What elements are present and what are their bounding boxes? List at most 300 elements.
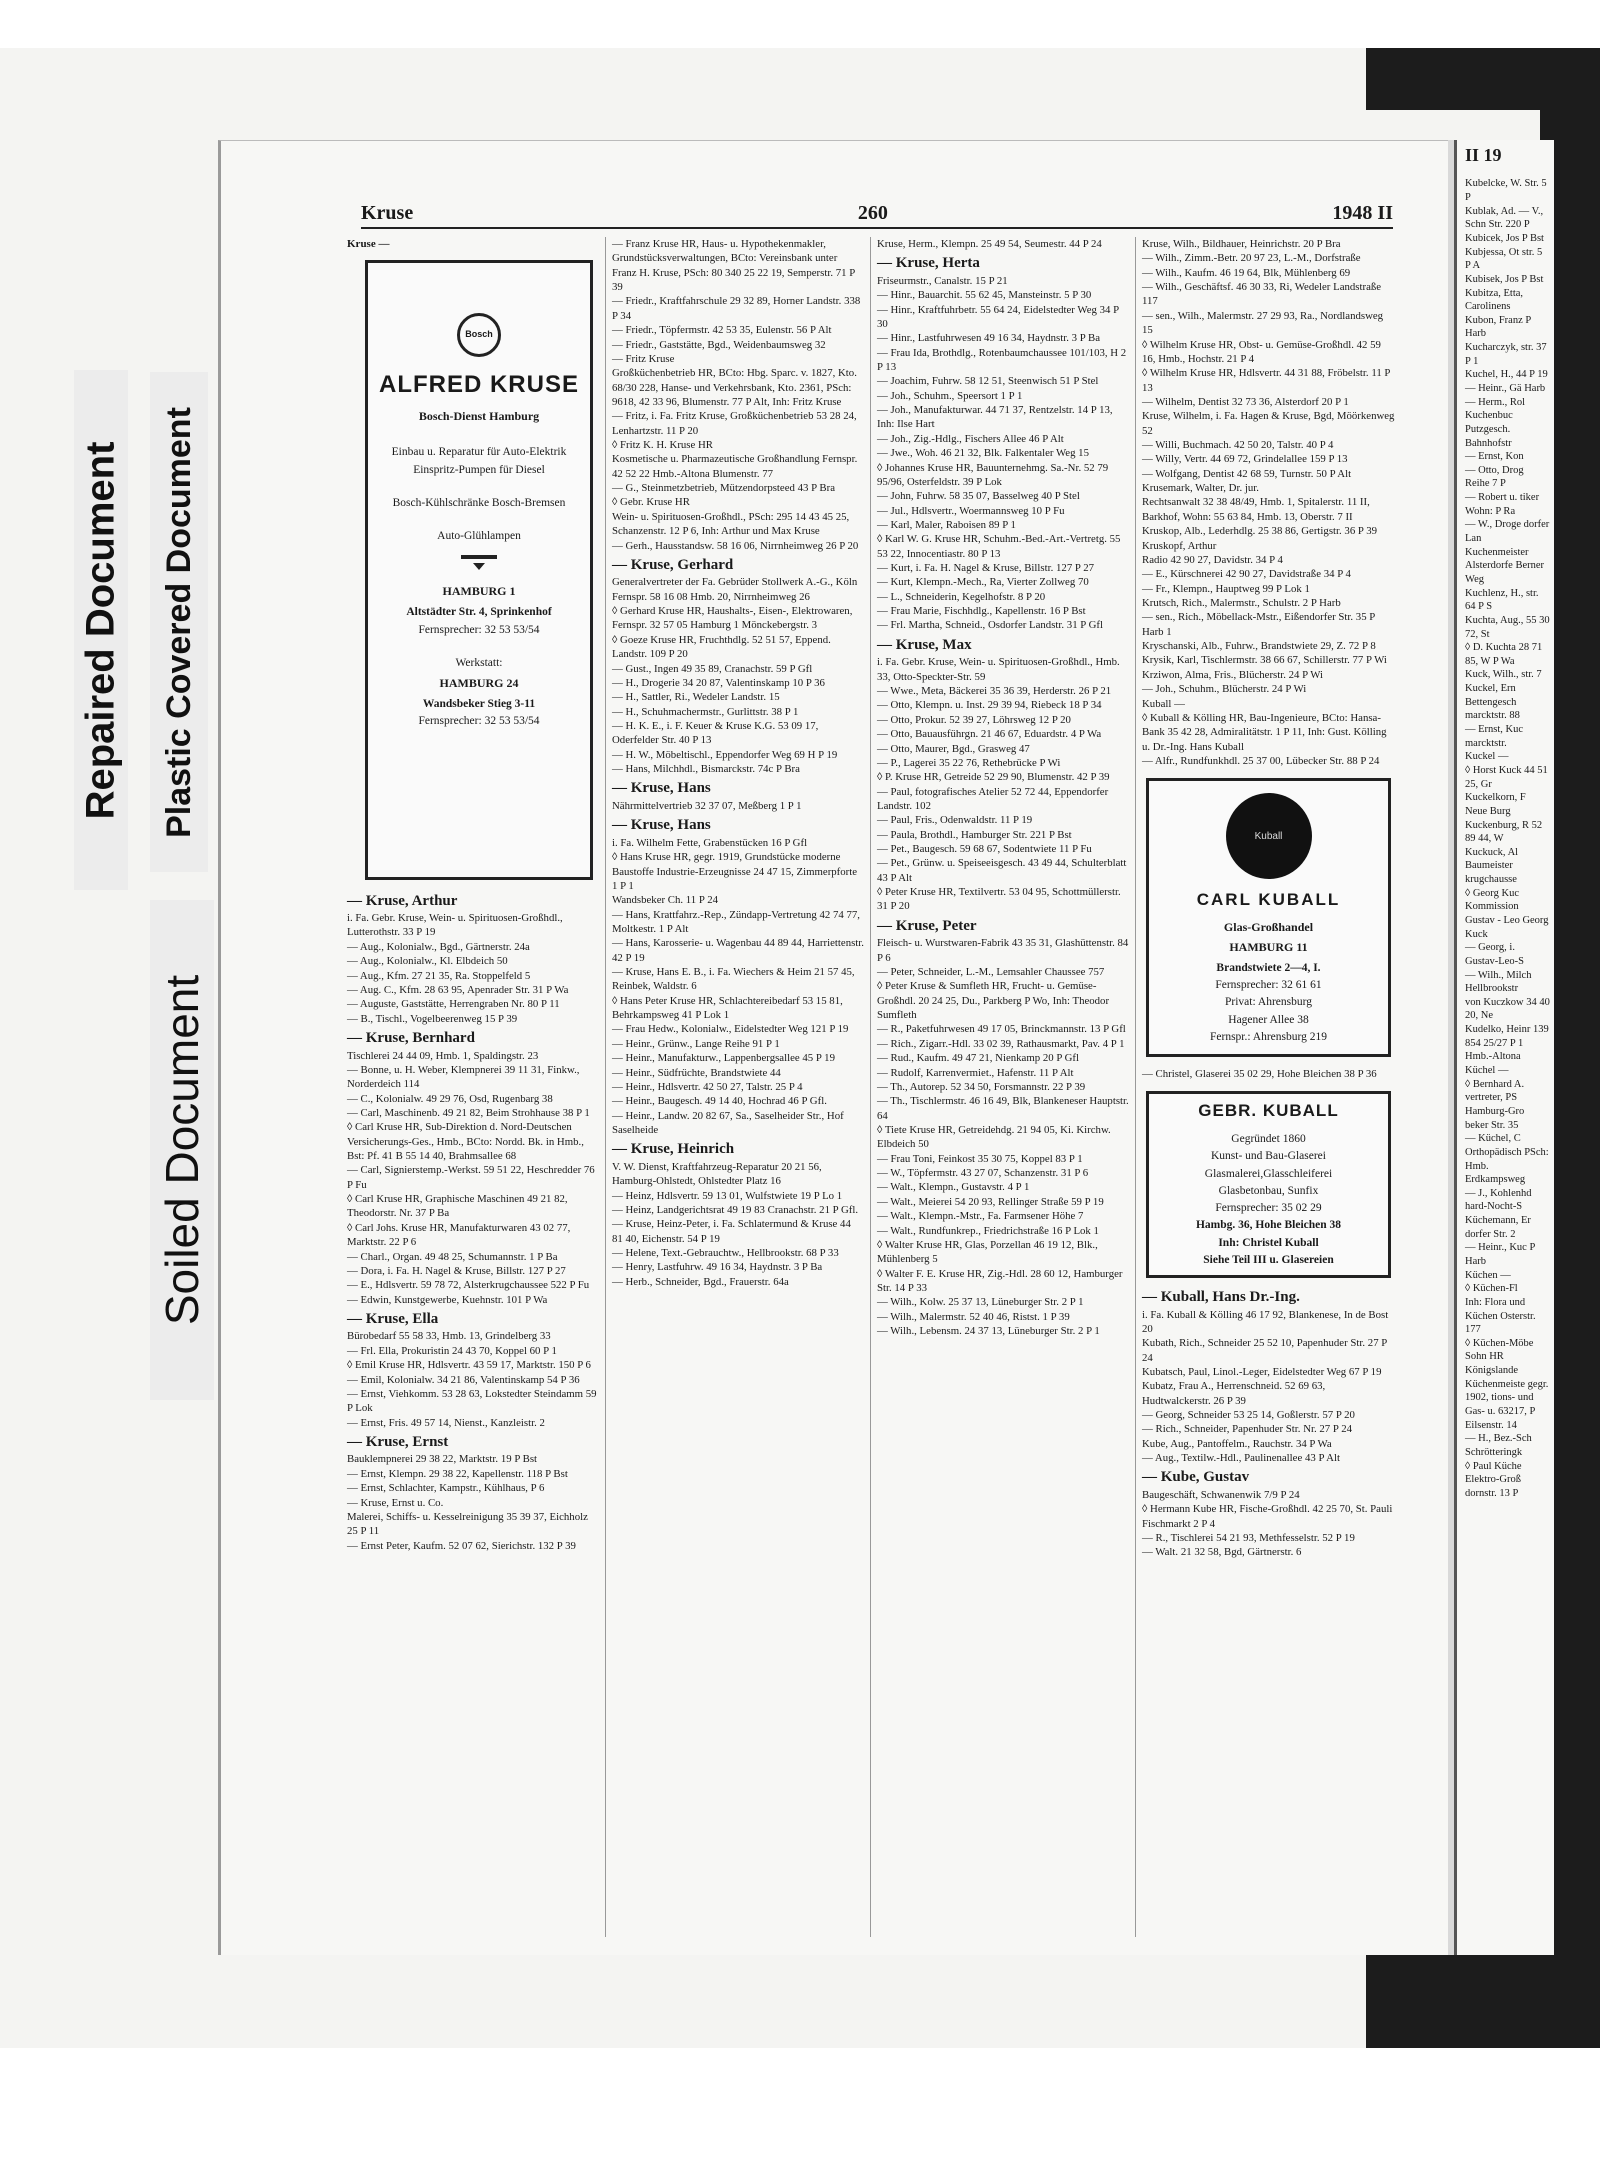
- column-1: [341, 237, 606, 1937]
- directory-entry: Küchen —: [1465, 1269, 1511, 1281]
- directory-entry: Kuckel, Ern: [1465, 683, 1516, 695]
- directory-entry: — Wilh., Geschäftsf. 46 30 33, Ri, Wedeler Landstraße 117: [1142, 281, 1382, 308]
- directory-entry: ◊ Hans Kruse HR, gegr. 1919, Grundstücke moderne Baustoffe Industrie-Erzeugnisse 24 47 15, Zimmerpforte 1 P 1: [612, 851, 858, 892]
- directory-entry: Kudelko, Heinr 139 854 25/27 P 1 Hmb.-Altona: [1465, 1024, 1549, 1063]
- entry-heading: — Kruse, Heinrich: [612, 1141, 735, 1158]
- directory-entry: — Christel, Glaserei 35 02 29, Hohe Bleichen 38 P 36: [1142, 1068, 1377, 1081]
- directory-entry: — Heinr., Südfrüchte, Brandstwiete 44: [612, 1066, 781, 1079]
- directory-entry: — Pet., Grünw. u. Speiseeisgesch. 43 49 44, Schulterblatt 43 P Alt: [877, 857, 1127, 884]
- directory-entry: Kubatsch, Paul, Linol.-Leger, Eidelstedter Weg 67 P 19: [1142, 1365, 1382, 1378]
- directory-entry: — sen., Wilh., Malermstr. 27 29 93, Ra., Nordlandsweg 15: [1142, 309, 1384, 337]
- directory-entry: — Hans, Karosserie- u. Wagenbau 44 89 44, Harriettenstr. 42 P 19: [612, 937, 864, 964]
- ad-products: Bosch-Kühlschränke Bosch-Bremsen: [392, 496, 566, 509]
- directory-entry: — Otto, Klempn. u. Inst. 29 39 94, Riebeck 18 P 34: [877, 699, 1102, 712]
- directory-entry: — Hinr., Lastfuhrwesen 49 16 34, Haydnstr. 3 P Ba: [877, 332, 1101, 345]
- ad-carl-kuball: [1146, 778, 1391, 1057]
- directory-entry: — Franz Kruse HR, Haus- u. Hypothekenmakler, Grundstücksverwaltungen, BCto: Vereinsbank unter Franz H. Kruse, PSch: 80 340 25 22 19, Semperstr. 71 P 39: [612, 238, 855, 294]
- directory-entry: — Wolfgang, Dentist 42 68 59, Turnstr. 50 P Alt: [1142, 467, 1352, 480]
- directory-entry: — Heinr., Manufakturw., Lappenbergsallee 45 P 19: [612, 1052, 835, 1065]
- directory-entry: Krziwon, Alma, Fris., Blücherstr. 24 P Wi: [1142, 668, 1324, 681]
- directory-entry: — Willi, Buchmach. 42 50 20, Talstr. 40 P 4: [1142, 439, 1334, 452]
- directory-entry: ◊ Wilhelm Kruse HR, Hdlsvertr. 44 31 88, Fröbelstr. 11 P 13: [1142, 367, 1391, 394]
- gebr-kuball-line-3: Glasmalerei,Glasschleiferei: [1204, 1167, 1333, 1180]
- directory-entry: ◊ Hermann Kube HR, Fische-Großhdl. 42 25 70, St. Pauli Fischmarkt 2 P 4: [1142, 1503, 1393, 1530]
- gebr-kuball-line-4: Glasbetonbau, Sunfix: [1218, 1184, 1319, 1197]
- gebr-kuball-line-2: Kunst- und Bau-Glaserei: [1211, 1150, 1326, 1163]
- kuball-line-1: HAMBURG 11: [1229, 939, 1308, 954]
- directory-entry: — Aug., Textilw.-Hdl., Paulinenallee 43 P Alt: [1142, 1452, 1340, 1465]
- directory-entry: — H. W., Möbeltischl., Eppendorfer Weg 69 H P 19: [612, 748, 838, 761]
- kuball-line-5: Hagener Allee 38: [1228, 1013, 1309, 1026]
- directory-entry: — Ernst, Kuc marcktstr.: [1465, 724, 1524, 749]
- directory-entry: ◊ Wilhelm Kruse HR, Obst- u. Gemüse-Großhdl. 42 59 16, Hmb., Hochstr. 21 P 4: [1142, 338, 1381, 365]
- directory-entry: Baugeschäft, Schwanenwik 7/9 P 24: [1142, 1488, 1300, 1501]
- directory-entry: ◊ D. Kuchta 28 71 85, W P Wa: [1465, 642, 1543, 667]
- directory-entry: — Rich., Zigarr.-Hdl. 33 02 39, Rathausmarkt, Pav. 4 P 1: [877, 1037, 1125, 1050]
- directory-entry: ◊ Walter F. E. Kruse HR, Zig.-Hdl. 28 60 12, Hamburger Str. 14 P 33: [877, 1267, 1123, 1294]
- directory-entry: Krusemark, Walter, Dr. jur.: [1142, 482, 1259, 495]
- directory-entry: — Edwin, Kunstgewerbe, Kuehnstr. 101 P Wa: [347, 1293, 548, 1306]
- label-soiled-document: [150, 900, 214, 1400]
- directory-entry: ◊ Carl Kruse HR, Graphische Maschinen 49 21 82, Theodorstr. Nr. 37 P Ba: [347, 1193, 568, 1220]
- directory-entry: Generalvertreter der Fa. Gebrüder Stollwerk A.-G., Köln Fernspr. 58 16 08 Hmb. 20, Nirrnheimweg 26: [612, 576, 858, 603]
- directory-entry: Kuball —: [1142, 697, 1185, 710]
- directory-entry: — Ernst, Kon: [1465, 451, 1524, 463]
- directory-entry: — Otto, Maurer, Bgd., Grasweg 47: [877, 742, 1030, 755]
- directory-entry: — Aug., Kfm. 27 21 35, Ra. Stoppelfeld 5: [347, 969, 531, 982]
- directory-entry: — Heinr., Kuc P Harb: [1465, 1242, 1535, 1267]
- directory-entry: i. Fa. Kuball & Kölling 46 17 92, Blankenese, In de Bost 20: [1142, 1308, 1389, 1335]
- directory-entry: ◊ Paul Küche Elektro-Groß dornstr. 13 P: [1465, 1460, 1522, 1499]
- directory-entry: — Rud., Kaufm. 49 47 21, Nienkamp 20 P Gfl: [877, 1052, 1080, 1065]
- directory-entry: ◊ Peter Kruse HR, Textilvertr. 53 04 95, Schottmüllerstr. 31 P 20: [877, 886, 1121, 913]
- directory-entry: — Karl, Maler, Raboisen 89 P 1: [877, 518, 1016, 531]
- ad-divider: [461, 555, 497, 559]
- scan-edge-top: [1366, 48, 1600, 110]
- directory-entry: — Pet., Baugesch. 59 68 67, Sodentwiete 11 P Fu: [877, 843, 1092, 856]
- directory-entry: Nährmittelvertrieb 32 37 07, Meßberg 1 P 1: [612, 799, 802, 812]
- entry-heading: — Kruse, Ernst: [347, 1433, 449, 1450]
- directory-entry: — Heinr., Hdlsvertr. 42 50 27, Talstr. 25 P 4: [612, 1080, 803, 1093]
- directory-entry: — J., Kohlenhd hard-Nocht-S: [1465, 1187, 1532, 1213]
- column-3-entries: [877, 237, 1129, 1338]
- directory-entry: Orthopädisch PSch: Hmb. Erdkampsweg: [1465, 1146, 1549, 1186]
- ad-title: ALFRED KRUSE: [378, 370, 579, 398]
- column-4-entries-middle: [1142, 1067, 1395, 1081]
- directory-entry: — Heinz, Landgerichtsrat 49 19 83 Cranachstr. 21 P Gfl.: [612, 1203, 859, 1216]
- label-plastic-text: Plastic Covered Document: [159, 406, 198, 838]
- directory-entry: — C., Kolonialw. 49 29 76, Osd, Rugenbarg 38: [347, 1092, 553, 1105]
- directory-entry: ◊ Gerhard Kruse HR, Haushalts-, Eisen-, Elektrowaren, Fernspr. 32 57 05 Hamburg 1 Mönckebergstr. 3: [612, 605, 853, 632]
- directory-entry: — W., Töpfermstr. 43 27 07, Schanzenstr. 31 P 6: [877, 1167, 1089, 1180]
- kuball-line-2: Brandstwiete 2—4, I.: [1216, 961, 1321, 974]
- directory-entry: — Wwe., Meta, Bäckerei 35 36 39, Herderstr. 26 P 21: [877, 685, 1112, 698]
- directory-entry: Kubath, Rich., Schneider 25 52 10, Papenhuder Str. 27 P 24: [1142, 1337, 1387, 1364]
- label-repaired-text: Repaired Document: [78, 441, 123, 819]
- ad-subtitle: Bosch-Dienst Hamburg: [418, 408, 540, 423]
- running-head-right: 1948 II: [1332, 202, 1393, 224]
- directory-entry: — Frau Ida, Brothdlg., Rotenbaumchaussee 101/103, H 2 P 13: [877, 346, 1127, 374]
- directory-entry: — R., Tischlerei 54 21 93, Methfesselstr. 52 P 19: [1142, 1532, 1355, 1545]
- directory-entry: Kuck, Wilh., str. 7: [1465, 669, 1542, 681]
- next-page-fragment: [1454, 140, 1554, 1955]
- directory-entry: Kubjessa, Ot str. 5 P A: [1465, 246, 1543, 272]
- running-head-left: Kruse: [361, 202, 414, 224]
- columns: [341, 237, 1401, 1937]
- gebr-kuball-line-5: Fernsprecher: 35 02 29: [1215, 1202, 1322, 1215]
- directory-entry: — Wilh., Kaufm. 46 19 64, Blk, Mühlenberg 69: [1142, 266, 1351, 279]
- directory-entry: — Rich., Schneider, Papenhuder Str. Nr. 27 P 24: [1142, 1423, 1352, 1436]
- directory-entry: Inh: Flora und Küchen Osterstr. 177: [1465, 1296, 1536, 1336]
- directory-entry: ◊ Peter Kruse & Sumfleth HR, Frucht- u. Gemüse-Großhdl. 20 24 25, Du., Parkberg P Wo, Inh: Theodor Sumfleth: [877, 980, 1110, 1022]
- directory-entry: ◊ Gebr. Kruse HR: [612, 496, 690, 509]
- next-page-head: II 19: [1465, 145, 1502, 165]
- directory-entry: — E., Hdlsvertr. 59 78 72, Alsterkrugchaussee 522 P Fu: [347, 1279, 590, 1292]
- directory-entry: Kruskopf, Arthur: [1142, 539, 1217, 552]
- directory-entry: ◊ Tiete Kruse HR, Getreidehdg. 21 94 05, Ki. Kirchw. Elbdeich 50: [877, 1123, 1111, 1151]
- directory-entry: — Th., Tischlermstr. 46 16 49, Blk, Blankeneser Hauptstr. 64: [877, 1095, 1129, 1122]
- directory-entry: — Hans, Krattfahrz.-Rep., Zündapp-Vertretung 42 74 77, Moltkestr. 1 P Alt: [612, 908, 860, 935]
- directory-entry: — P., Lagerei 35 22 76, Rethebrücke P Wi: [877, 756, 1061, 769]
- directory-entry: ◊ Kuball & Kölling HR, Bau-Ingenieure, BCto: Hansa-Bank 35 42 28, Admiralitätstr. 1 P 11, Inh: Gust. Kölling u. Dr.-Ing. Hans Kuball: [1142, 711, 1387, 753]
- directory-entry: Kubisek, Jos P Bst: [1465, 273, 1544, 285]
- gebr-kuball-line-6: Hambg. 36, Hohe Bleichen 38: [1195, 1219, 1342, 1232]
- directory-entry: — John, Fuhrw. 58 35 07, Basselweg 40 P Stel: [877, 490, 1080, 503]
- directory-entry: — Joh., Zig.-Hdlg., Fischers Allee 46 P Alt: [877, 432, 1064, 445]
- directory-entry: — Carl, Maschinenb. 49 21 82, Beim Strohhause 38 P 1: [347, 1106, 590, 1119]
- kuball-logo-text: Kuball: [1254, 830, 1283, 842]
- directory-entry: Krysik, Karl, Tischlermstr. 38 66 67, Schillerstr. 77 P Wi: [1142, 654, 1387, 667]
- entry-heading: — Kruse, Hans: [612, 817, 711, 834]
- directory-entry: — Otto, Bauausführgn. 21 46 67, Eduardstr. 4 P Wa: [877, 728, 1102, 741]
- directory-entry: — Walt., Klempn.-Mstr., Fa. Farmsener Höhe 7: [877, 1210, 1084, 1223]
- directory-entry: — Rudolf, Karrenvermiet., Hafenstr. 11 P Alt: [877, 1066, 1074, 1079]
- directory-entry: Küchenmeiste gegr. 1902, tions- und Gas- u. 63217, P Eilsenstr. 14: [1465, 1378, 1549, 1431]
- directory-entry: Bürobedarf 55 58 33, Hmb. 13, Grindelberg 33: [347, 1330, 551, 1343]
- directory-entry: Kommission Gustav - Leo Georg Kuck: [1465, 901, 1549, 940]
- directory-entry: Kuchta, Aug., 55 30 72, St: [1465, 614, 1550, 640]
- directory-entry: — Wilh., Milch Hellbrookstr: [1465, 969, 1532, 995]
- ad-lamps: Auto-Glühlampen: [437, 530, 521, 543]
- directory-entry: Kubon, Franz P Harb: [1465, 314, 1531, 340]
- directory-entry: — Alfr., Rundfunkhdl. 25 37 00, Lübecker Str. 88 P 24: [1142, 754, 1380, 767]
- directory-entry: — G., Steinmetzbetrieb, Mützendorpsteed 43 P Bra: [612, 482, 835, 495]
- directory-entry: — Joh., Schuhm., Speersort 1 P 1: [877, 389, 1023, 402]
- directory-entry: — Walt., Rundfunkrep., Friedrichstraße 16 P Lok 1: [877, 1224, 1099, 1237]
- directory-entry: Kuckenburg, R 52 89 44, W: [1465, 819, 1543, 845]
- directory-entry: — Herb., Schneider, Bgd., Frauerstr. 64a: [612, 1275, 789, 1288]
- entry-heading: — Kruse, Arthur: [347, 892, 458, 909]
- directory-entry: — Kurt, Klempn.-Mech., Ra, Vierter Zollweg 70: [877, 576, 1089, 589]
- directory-entry: — Henry, Lastfuhrw. 49 16 34, Haydnstr. 3 P Ba: [612, 1261, 823, 1274]
- directory-entry: ◊ Hans Peter Kruse HR, Schlachtereibedarf 53 15 81, Behrkampsweg 41 P Lok 1: [612, 994, 843, 1022]
- entry-heading: — Kruse, Herta: [877, 255, 980, 272]
- directory-entry: — Kruse, Ernst u. Co.: [347, 1496, 444, 1509]
- directory-entry: — Ernst Peter, Kaufm. 52 07 62, Sierichstr. 132 P 39: [347, 1539, 576, 1552]
- kuball-line-4: Privat: Ahrensburg: [1225, 996, 1312, 1009]
- directory-entry: V. W. Dienst, Kraftfahrzeug-Reparatur 20 21 56, Hamburg-Ohlstedt, Ohlstedter Platz 16: [612, 1160, 822, 1188]
- column-3: [871, 237, 1136, 1937]
- scan-edge-bottom: [1366, 1940, 1600, 2048]
- entry-heading: — Kruse, Ella: [347, 1310, 439, 1327]
- directory-entry: Baumeister krugchausse: [1465, 860, 1517, 886]
- directory-entry: — Wilhelm, Dentist 32 73 36, Alsterdorf 20 P 1: [1142, 395, 1349, 408]
- directory-entry: — Carl, Signierstemp.-Werkst. 59 51 22, Heschredder 76 P Fu: [347, 1164, 595, 1191]
- column-1-label: Kruse —: [347, 238, 390, 250]
- directory-entry: Malerei, Schiffs- u. Kesselreinigung 35 39 37, Eichholz 25 P 11: [347, 1510, 588, 1538]
- directory-entry: — Walt., Meierei 54 20 93, Rellinger Straße 59 P 19: [877, 1195, 1104, 1208]
- directory-entry: ◊ Carl Kruse HR, Sub-Direktion d. Nord-Deutschen Versicherungs-Ges., Hmb., BCto: Nordd. Bk. in Hmb., Bst: Pf. 41 B 55 14 40, Brahmsallee 68: [347, 1121, 584, 1163]
- directory-entry: — Dora, i. Fa. H. Nagel & Kruse, Billstr. 127 P 27: [347, 1264, 566, 1277]
- directory-entry: — Kruse, Heinz-Peter, i. Fa. Schlatermund & Kruse 44 81 40, Eichenstr. 54 P 19: [612, 1218, 851, 1245]
- directory-entry: — E., Kürschnerei 42 90 27, Davidstraße 34 P 4: [1142, 568, 1351, 581]
- directory-entry: ◊ Horst Kuck 44 51 25, Gr: [1465, 764, 1548, 790]
- directory-entry: — H. K. E., i. F. Keuer & Kruse K.G. 53 09 17, Oderfelder Str. 40 P 13: [612, 720, 819, 747]
- gebr-kuball-title: GEBR. KUBALL: [1198, 1101, 1339, 1121]
- directory-entry: — Aug., Kolonialw., Kl. Elbdeich 50: [347, 955, 508, 968]
- directory-entry: — Robert u. tiker Wohn: P Ra: [1465, 492, 1540, 517]
- gebr-kuball-line-8: Siehe Teil III u. Glasereien: [1203, 1253, 1334, 1266]
- directory-entry: — Auguste, Gaststätte, Herrengraben Nr. 80 P 11: [347, 998, 560, 1011]
- directory-entry: Fleisch- u. Wurstwaren-Fabrik 43 35 31, Glashüttenstr. 84 P 6: [877, 937, 1129, 964]
- label-plastic-covered-document: [150, 372, 208, 872]
- directory-entry: — W., Droge dorfer Lan: [1465, 519, 1550, 545]
- directory-entry: — Küchel, C: [1465, 1133, 1521, 1145]
- directory-entry: ◊ Carl Johs. Kruse HR, Manufakturwaren 43 02 77, Marktstr. 22 P 6: [347, 1221, 571, 1249]
- directory-entry: — Walt. 21 32 58, Bgd, Gärtnerstr. 6: [1142, 1546, 1302, 1559]
- directory-entry: — H., Bez.-Sch Schrötteringk: [1465, 1433, 1532, 1458]
- directory-entry: Kruskop, Alb., Lederhdlg. 25 38 86, Gertigstr. 36 P 39: [1142, 525, 1378, 538]
- directory-entry: — Georg, i. Gustav-Leo-S: [1465, 942, 1524, 967]
- directory-entry: — H., Schuhmachermstr., Gurlittstr. 38 P 1: [612, 705, 799, 718]
- label-soiled-text: Soiled Document: [156, 974, 208, 1326]
- directory-entry: Kryschanski, Alb., Fuhrw., Brandstwiete 29, Z. 72 P 8: [1142, 640, 1376, 653]
- directory-entry: — Helene, Text.-Gebrauchtw., Hellbrookstr. 68 P 33: [612, 1247, 839, 1259]
- ad-address-3: HAMBURG 24: [439, 676, 519, 691]
- ad-alfred-kruse: [365, 260, 593, 880]
- directory-entry: — Frau Hedw., Kolonialw., Eidelstedter Weg 121 P 19: [612, 1023, 849, 1036]
- directory-entry: — Gerh., Hausstandsw. 58 16 06, Nirrnheimweg 26 P 20: [612, 539, 859, 552]
- kuball-line-6: Fernspr.: Ahrensburg 219: [1209, 1030, 1328, 1043]
- directory-entry: — Wilh., Lebensm. 24 37 13, Lüneburger Str. 2 P 1: [877, 1325, 1100, 1338]
- directory-entry: — Friedr., Töpfermstr. 42 53 35, Eulenstr. 56 P Alt: [612, 324, 832, 337]
- entry-heading: — Kruse, Peter: [877, 917, 977, 934]
- directory-entry: — Joh., Manufakturwar. 44 71 37, Rentzelstr. 14 P 13, Inh: Ilse Hart: [877, 404, 1113, 431]
- directory-entry: — Ernst, Klempn. 29 38 22, Kapellenstr. 118 P Bst: [347, 1467, 568, 1480]
- directory-entry: — Heinr., Baugesch. 49 14 40, Hochrad 46 P Gfl.: [612, 1095, 827, 1108]
- directory-entry: — Otto, Drog Reihe 7 P: [1465, 464, 1524, 490]
- entry-heading: — Kube, Gustav: [1142, 1469, 1250, 1486]
- column-2: [606, 237, 871, 1937]
- running-head: [361, 201, 1393, 229]
- entry-heading: — Kruse, Gerhard: [612, 556, 734, 573]
- column-1-entries: [347, 892, 599, 1553]
- directory-entry: — Kruse, Hans E. B., i. Fa. Wiechers & Heim 21 57 45, Reinbek, Waldstr. 6: [612, 966, 855, 993]
- ad-address-1: HAMBURG 1: [442, 584, 516, 599]
- directory-entry: — Paul, fotografisches Atelier 52 72 44, Eppendorfer Landstr. 102: [877, 785, 1109, 812]
- directory-entry: ◊ Georg Kuc: [1465, 887, 1519, 899]
- directory-entry: — Aug. C., Kfm. 28 63 95, Apenrader Str. 31 P Wa: [347, 983, 569, 996]
- gebr-kuball-line-7: Inh: Christel Kuball: [1218, 1236, 1319, 1249]
- gebr-kuball-line-1: Gegründet 1860: [1231, 1133, 1306, 1146]
- directory-entry: Friseurmstr., Canalstr. 15 P 21: [877, 274, 1008, 287]
- directory-entry: — Frl. Ella, Prokuristin 24 43 70, Koppel 60 P 1: [347, 1344, 557, 1357]
- directory-entry: — Ernst, Fris. 49 57 14, Nienst., Kanzleistr. 2: [347, 1416, 545, 1429]
- directory-entry: — Heinr., Gä Harb: [1465, 383, 1546, 394]
- ad-gebr-kuball: [1146, 1091, 1391, 1278]
- directory-entry: ◊ Fritz K. H. Kruse HR: [612, 439, 713, 452]
- directory-entry: — Frl. Martha, Schneid., Osdorfer Landstr. 31 P Gfl: [877, 619, 1104, 632]
- directory-entry: Wandsbeker Ch. 11 P 24: [612, 894, 718, 907]
- directory-entry: Tischlerei 24 44 09, Hmb. 1, Spaldingstr. 23: [347, 1049, 539, 1062]
- entry-heading: — Kruse, Hans: [612, 780, 711, 797]
- entry-heading: — Kruse, Bernhard: [347, 1030, 475, 1046]
- directory-entry: Kubitza, Etta, Carolinens: [1465, 287, 1524, 313]
- directory-entry: — Ernst, Schlachter, Kampstr., Kühlhaus, P 6: [347, 1482, 545, 1495]
- directory-entry: — Willy, Vertr. 44 69 72, Grindelallee 159 P 13: [1142, 453, 1348, 466]
- directory-entry: — Peter, Schneider, L.-M., Lemsahler Chaussee 757: [877, 966, 1105, 979]
- next-page-entries: [1465, 177, 1550, 1500]
- directory-entry: i. Fa. Gebr. Kruse, Wein- u. Spirituosen-Großhdl., Hmb. 33, Otto-Speckter-Str. 59: [877, 656, 1120, 683]
- directory-entry: ◊ Goeze Kruse HR, Fruchthdlg. 52 51 57, Eppend. Landstr. 109 P 20: [612, 633, 831, 661]
- column-4-entries-top: [1142, 237, 1395, 768]
- directory-entry: — Wilh., Zimm.-Betr. 20 97 23, L.-M., Dorfstraße: [1142, 252, 1361, 265]
- directory-entry: — Walt., Klempn., Gustavstr. 4 P 1: [877, 1181, 1030, 1194]
- directory-entry: — L., Schneiderin, Kegelhofstr. 8 P 20: [877, 590, 1046, 603]
- directory-entry: — Emil, Kolonialw. 34 21 86, Valentinskamp 54 P 36: [347, 1373, 580, 1386]
- directory-entry: — Heinz, Hdlsvertr. 59 13 01, Wulfstwiete 19 P Lo 1: [612, 1189, 843, 1202]
- directory-entry: Küchemann, Er dorfer Str. 2: [1465, 1215, 1531, 1240]
- kuball-line-3: Fernsprecher: 32 61 61: [1215, 979, 1322, 992]
- directory-entry: — Fritz, i. Fa. Fritz Kruse, Großküchenbetrieb 53 28 24, Lenhartzstr. 11 P 20: [612, 410, 857, 437]
- kuball-subtitle: Glas-Großhandel: [1223, 919, 1314, 934]
- column-4: [1136, 237, 1401, 1937]
- directory-entry: Kuckelkorn, F Neue Burg: [1465, 792, 1526, 817]
- directory-entry: Krutsch, Rich., Malermstr., Schulstr. 2 P Harb: [1142, 596, 1341, 609]
- directory-entry: Kube, Aug., Pantoffelm., Rauchstr. 34 P Wa: [1142, 1437, 1332, 1450]
- directory-entry: — Aug., Kolonialw., Bgd., Gärtnerstr. 24a: [347, 940, 530, 953]
- directory-entry: Rechtsanwalt 32 38 48/49, Hmb. 1, Spitalerstr. 11 II, Barkhof, Wohn: 55 63 84, Hmb. 13, Oberstr. 7 II: [1142, 496, 1370, 523]
- directory-entry: — Wilh., Malermstr. 52 40 46, Ristst. 1 P 39: [877, 1310, 1070, 1323]
- directory-entry: — Friedr., Kraftfahrschule 29 32 89, Horner Landstr. 338 P 34: [612, 295, 861, 322]
- directory-entry: Radio 42 90 27, Davidstr. 34 P 4: [1142, 553, 1283, 566]
- ad-address-2: Altstädter Str. 4, Sprinkenhof: [406, 606, 552, 619]
- page-number: 260: [857, 202, 888, 224]
- directory-entry: — Georg, Schneider 53 25 14, Goßlerstr. 57 P 20: [1142, 1409, 1355, 1422]
- directory-entry: von Kuczkow 34 40 20, Ne: [1465, 996, 1550, 1022]
- directory-entry: — Joh., Schuhm., Blücherstr. 24 P Wi: [1142, 683, 1307, 696]
- directory-entry: i. Fa. Wilhelm Fette, Grabenstücken 16 P Gfl: [612, 836, 808, 849]
- directory-entry: — Paula, Brothdl., Hamburger Str. 221 P Bst: [877, 828, 1072, 841]
- directory-entry: — Heinr., Landw. 20 82 67, Sa., Saselheider Str., Hof Saselheide: [612, 1109, 844, 1136]
- directory-entry: Kruse, Wilhelm, i. Fa. Hagen & Kruse, Bgd, Möörkenweg 52: [1142, 410, 1395, 437]
- directory-entry: — H., Drogerie 34 20 87, Valentinskamp 10 P 36: [612, 676, 825, 689]
- directory-entry: — Bonne, u. H. Weber, Klempnerei 39 11 31, Finkw., Norderdeich 114: [347, 1063, 580, 1091]
- directory-entry: Kuckuck, Al: [1465, 846, 1519, 858]
- directory-entry: Kublak, Ad. — V., Schn Str. 220 P: [1465, 205, 1544, 231]
- directory-entry: Kuchel, H., 44 P 19: [1465, 369, 1548, 381]
- directory-entry: ◊ P. Kruse HR, Getreide 52 29 90, Blumenstr. 42 P 39: [877, 771, 1110, 784]
- directory-entry: — H., Sattler, Ri., Wedeler Landstr. 15: [612, 691, 780, 704]
- directory-entry: Kubicek, Jos P Bst: [1465, 232, 1544, 244]
- directory-page: [218, 140, 1448, 1955]
- directory-entry: ◊ Küchen-Möbe Sohn HR Königslande: [1465, 1337, 1534, 1377]
- directory-entry: Kuchenmeister Alsterdorfe Berner Weg: [1465, 546, 1545, 585]
- directory-entry: Kuchenbuc: [1465, 410, 1513, 422]
- directory-entry: — Otto, Prokur. 52 39 27, Löhrsweg 12 P 20: [877, 713, 1071, 726]
- directory-entry: Kuckel —: [1465, 751, 1509, 763]
- bosch-logo-icon: [457, 313, 501, 357]
- ad-phone-2: Fernsprecher: 32 53 53/54: [418, 715, 540, 728]
- ad-phone-1: Fernsprecher: 32 53 53/54: [418, 623, 540, 636]
- kuball-logo-icon: [1226, 793, 1312, 879]
- ad-services: Einbau u. Reparatur für Auto-Elektrik Einspritz-Pumpen für Diesel: [391, 446, 567, 476]
- directory-entry: — Hinr., Bauarchit. 55 62 45, Mansteinstr. 5 P 30: [877, 289, 1092, 302]
- directory-entry: — Frau Toni, Feinkost 35 30 75, Koppel 83 P 1: [877, 1152, 1083, 1165]
- directory-entry: Kruse, Herm., Klempn. 25 49 54, Seumestr. 44 P 24: [877, 238, 1102, 250]
- directory-entry: — Paul, Fris., Odenwaldstr. 11 P 19: [877, 814, 1033, 827]
- directory-entry: Kruse, Wilh., Bildhauer, Heinrichstr. 20 P Bra: [1142, 238, 1341, 250]
- directory-entry: — Ernst, Viehkomm. 53 28 63, Lokstedter Steindamm 59 P Lok: [347, 1387, 597, 1415]
- directory-entry: Wein- u. Spirituosen-Großhdl., PSch: 295 14 43 45 25, Schanzenstr. 12 P 6, Inh: Arthur und Max Kruse: [612, 510, 850, 538]
- ad-address-4: Wandsbeker Stieg 3-11: [422, 698, 536, 711]
- directory-entry: — Fr., Klempn., Hauptweg 99 P Lok 1: [1142, 582, 1310, 595]
- directory-entry: — Gust., Ingen 49 35 89, Cranachstr. 59 P Gfl: [612, 662, 813, 675]
- label-repaired-document: [74, 370, 128, 890]
- ad-workshop-label: Werkstatt:: [455, 656, 503, 669]
- directory-entry: i. Fa. Gebr. Kruse, Wein- u. Spirituosen-Großhdl., Lutterothstr. 33 P 19: [347, 912, 563, 939]
- directory-entry: Kubatz, Frau A., Herrenschneid. 52 69 63, Hudtwalckerstr. 26 P 39: [1142, 1380, 1326, 1407]
- directory-entry: — Wilh., Kolw. 25 37 13, Lüneburger Str. 2 P 1: [877, 1296, 1084, 1309]
- directory-entry: — Jul., Hdlsvertr., Woermannsweg 10 P Fu: [877, 504, 1065, 517]
- directory-entry: — Frau Marie, Fischhdlg., Kapellenstr. 16 P Bst: [877, 605, 1086, 618]
- directory-entry: ◊ Küchen-Fl: [1465, 1283, 1518, 1295]
- directory-entry: Bauklempnerei 29 38 22, Marktstr. 19 P Bst: [347, 1453, 538, 1466]
- directory-entry: ◊ Bernhard A. vertreter, PS Hamburg-Gro beker Str. 35: [1465, 1078, 1525, 1131]
- bosch-logo-text: Bosch: [465, 328, 493, 339]
- ad-divider-arrow-icon: [473, 563, 485, 570]
- directory-entry: — Hans, Milchhdl., Bismarckstr. 74c P Bra: [612, 763, 800, 776]
- directory-entry: Kosmetische u. Pharmazeutische Großhandlung Fernspr. 42 52 22 Hmb.-Altona Blumenstr. 77: [612, 453, 858, 480]
- directory-entry: Kuchlenz, H., str. 64 P S: [1465, 587, 1539, 613]
- directory-entry: — Charl., Organ. 49 48 25, Schumannstr. 1 P Ba: [347, 1250, 558, 1263]
- column-4-entries-bottom: [1142, 1288, 1395, 1560]
- directory-entry: — Heinr., Grünw., Lange Reihe 91 P 1: [612, 1037, 780, 1050]
- entry-heading: — Kruse, Max: [877, 636, 972, 653]
- directory-entry: ◊ Johannes Kruse HR, Bauunternehmg. Sa.-Nr. 52 79 95/96, Osterfeldstr. 39 P Lok: [877, 461, 1109, 488]
- directory-entry: — Th., Autorep. 52 34 50, Forsmannstr. 22 P 39: [877, 1080, 1086, 1093]
- directory-entry: — R., Paketfuhrwesen 49 17 05, Brinckmannstr. 13 P Gfl: [877, 1023, 1126, 1036]
- kuball-title: CARL KUBALL: [1196, 890, 1341, 910]
- directory-entry: — Fritz Kruse: [612, 352, 675, 365]
- directory-entry: ◊ Emil Kruse HR, Hdlsvertr. 43 59 17, Marktstr. 150 P 6: [347, 1359, 591, 1372]
- directory-entry: ◊ Walter Kruse HR, Glas, Porzellan 46 19 12, Blk., Mühlenberg 5: [877, 1238, 1098, 1266]
- column-2-entries: [612, 237, 864, 1289]
- directory-entry: — Jwe., Woh. 46 21 32, Blk. Falkentaler Weg 15: [877, 447, 1089, 460]
- directory-entry: — Friedr., Gaststätte, Bgd., Weidenbaumsweg 32: [612, 338, 826, 351]
- directory-entry: Kucharczyk, str. 37 P 1: [1465, 342, 1547, 367]
- directory-entry: Großküchenbetrieb HR, BCto: Hbg. Sparc. v. 1827, Kto. 68/30 228, Hanse- und Verkehrsbank, Kto. 2361, PSch: 9618, 42 33 96, Blumenstr. 77 P Alt, Inh: Fritz Kruse: [612, 367, 857, 408]
- directory-entry: Bettengesch marcktstr. 88: [1465, 696, 1520, 722]
- directory-entry: — Hinr., Kraftfuhrbetr. 55 64 24, Eidelstedter Weg 34 P 30: [877, 303, 1119, 330]
- directory-entry: Kubelcke, W. Str. 5 P: [1465, 178, 1547, 204]
- directory-entry: — Kurt, i. Fa. H. Nagel & Kruse, Billstr. 127 P 27: [877, 562, 1095, 575]
- directory-entry: Putzgesch. Bahnhofstr: [1465, 423, 1512, 449]
- directory-entry: Küchel —: [1465, 1065, 1509, 1077]
- directory-entry: — Joachim, Fuhrw. 58 12 51, Steenwisch 51 P Stel: [877, 375, 1099, 388]
- directory-entry: — Herm., Rol: [1465, 396, 1526, 408]
- directory-entry: — B., Tischl., Vogelbeerenweg 15 P 39: [347, 1012, 518, 1025]
